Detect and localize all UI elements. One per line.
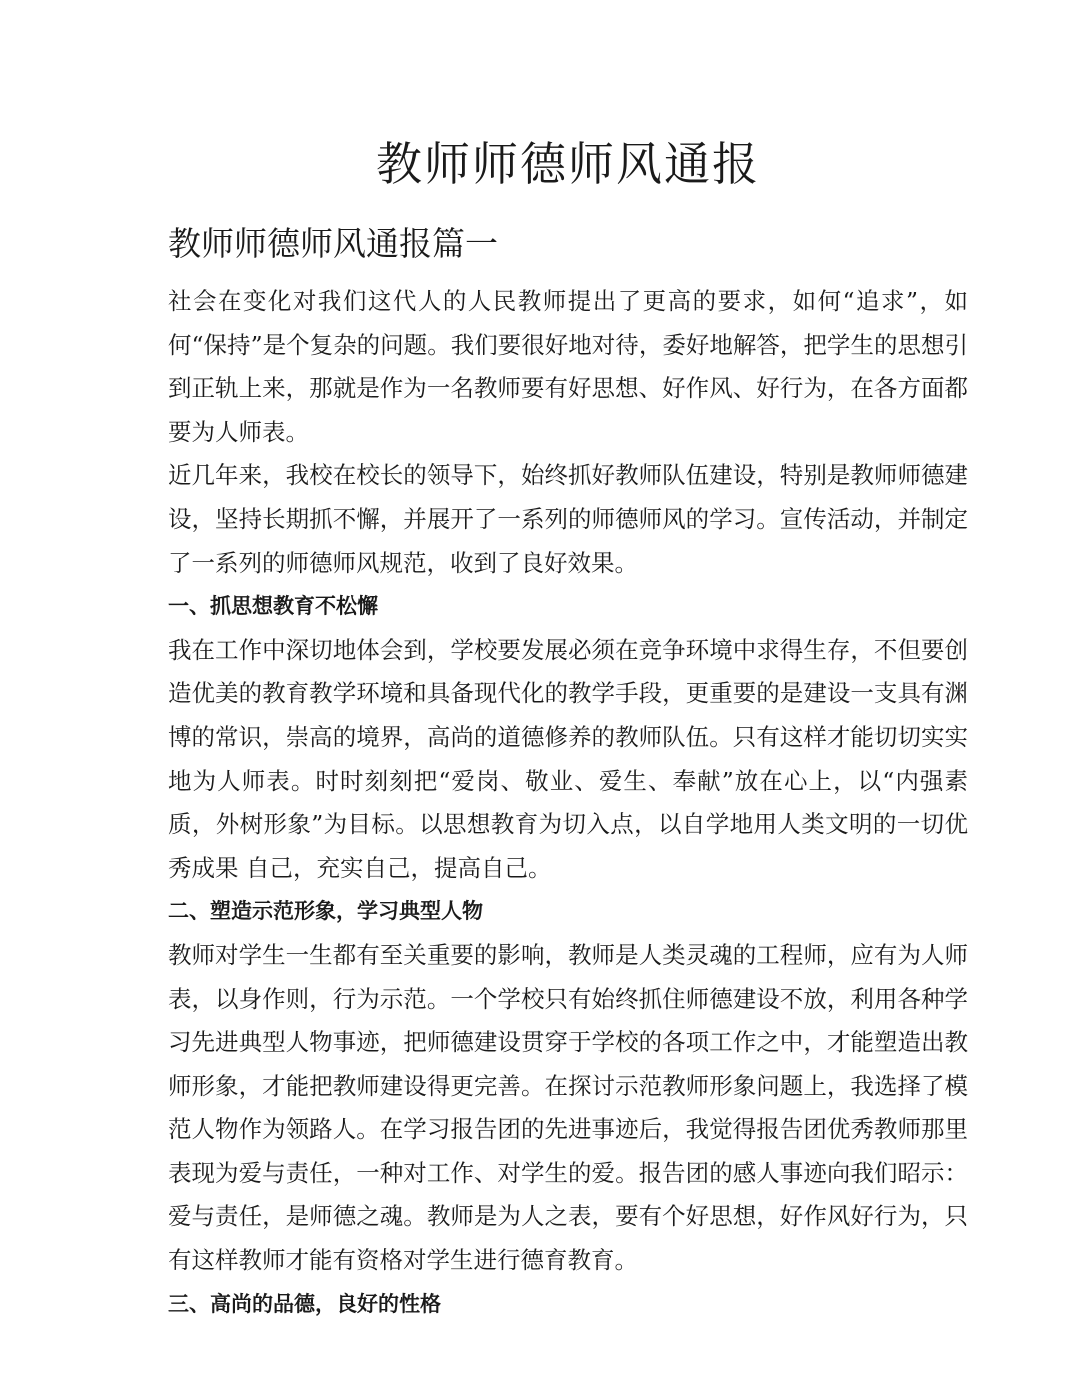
section-heading-1: 一、抓思想教育不松懈 [168, 594, 378, 619]
section-heading-3: 三、高尚的品德，良好的性格 [168, 1291, 441, 1316]
paragraph-intro: 社会在变化对我们这代人的人民教师提出了更高的要求，如何“追求”，如何“保持”是个复杂的问题。我们要很好地对待，委好地解答，把学生的思想引到正轨上来，那就是作为一名教师要有好思想、好作风、好行为，在各方面都要为人师表。 [168, 287, 968, 446]
document-subtitle: 教师师德师风通报篇一 [168, 224, 498, 263]
paragraph-school-overview: 近几年来，我校在校长的领导下，始终抓好教师队伍建设，特别是教师师德建设，坚持长期抓不懈，并展开了一系列的师德师风的学习。宣传活动，并制定了一系列的师德师风规范，收到了良好效果。 [168, 461, 968, 577]
section-heading-2: 二、塑造示范形象，学习典型人物 [168, 899, 483, 924]
paragraph-section-2: 教师对学生一生都有至关重要的影响，教师是人类灵魂的工程师，应有为人师表，以身作则，行为示范。一个学校只有始终抓住师德建设不放，利用各种学习先进典型人物事迹，把师德建设贯穿于学校的各项工作之中，才能塑造出教师形象，才能把教师建设得更完善。在探讨示范教师形象问题上，我选择了模范人物作为领路人。在学习报告团的先进事迹后，我觉得报告团优秀教师那里表现为爱与责任，一种对工作、对学生的爱。报告团的感人事迹向我们昭示：爱与责任，是师德之魂。教师是为人之表，要有个好思想，好作风好行为，只有这样教师才能有资格对学生进行德育教育。 [168, 940, 968, 1275]
document-title: 教师师德师风通报 [376, 137, 760, 191]
paragraph-section-1: 我在工作中深切地体会到，学校要发展必须在竞争环境中求得生存，不但要创造优美的教育教学环境和具备现代化的教学手段，更重要的是建设一支具有渊博的常识，崇高的境界，高尚的道德修养的教师队伍。只有这样才能切切实实地为人师表。时时刻刻把“爱岗、敬业、爱生、奉献”放在心上，以“内强素质，外树形象”为目标。以思想教育为切入点，以自学地用人类文明的一切优秀成果 自己，充实自己，提高自己。 [168, 635, 968, 882]
document-body [168, 280, 968, 1326]
